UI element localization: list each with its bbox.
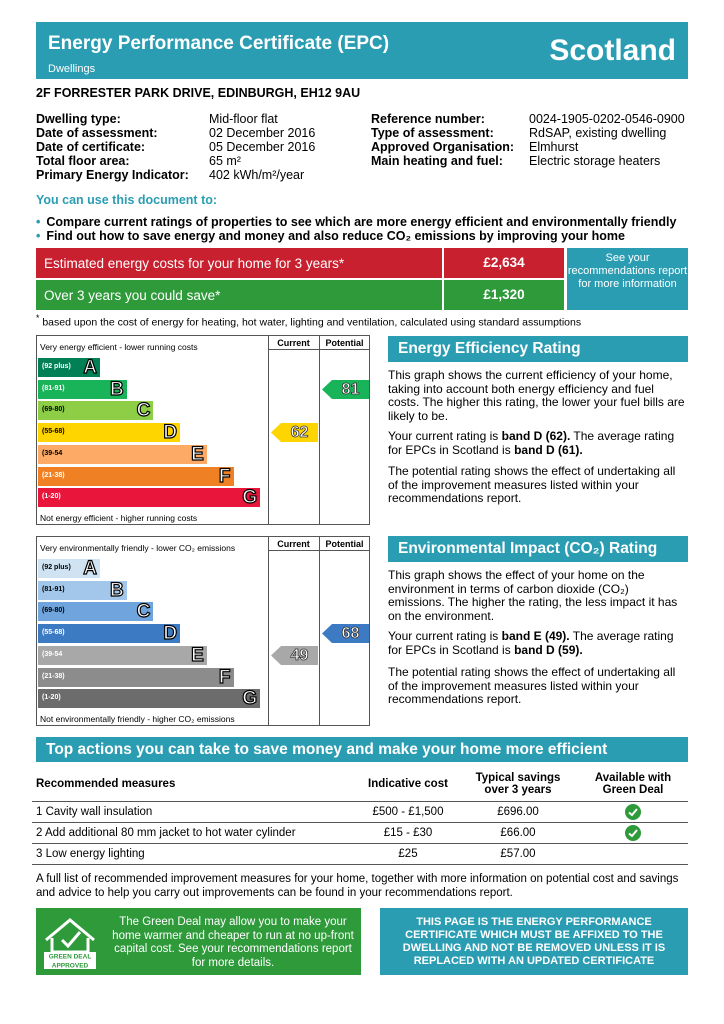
rating-band-a <box>38 358 100 377</box>
top-actions-heading: Top actions you can take to save money and make your home more efficient <box>36 737 688 762</box>
green-deal-text: The Green Deal may allow you to make your home warmer and cheaper to run at no up-front capital cost. See your recommendations report for more details. <box>112 916 354 969</box>
potential-rating-value: 81 <box>341 380 360 398</box>
measure-cell: 2 Add additional 80 mm jacket to hot water cylinder <box>32 822 358 843</box>
check-icon <box>625 825 641 841</box>
environmental-impact-heading: Environmental Impact (CO₂) Rating <box>388 536 688 562</box>
rating-band-c <box>38 602 153 621</box>
current-rating-value: 62 <box>290 424 309 442</box>
band-range-label: (1-20) <box>42 694 61 702</box>
band-range-label: (55-68) <box>42 629 65 637</box>
detail-label: Total floor area: <box>36 154 130 168</box>
band-letter: F <box>218 465 231 487</box>
estimated-costs-label: Estimated energy costs for your home for 3 years* <box>44 256 345 271</box>
cost-cell: £25 <box>358 843 458 864</box>
use-heading: You can use this document to: <box>36 193 218 207</box>
band-range-label: (39-54 <box>42 449 63 457</box>
eir-paragraph-1: This graph shows the effect of your home on the environment in terms of carbon dioxide (CO₂) emissions. The higher the rating, the less impact it has on the environment. <box>388 568 678 623</box>
detail-value: 0024-1905-0202-0546-0900 <box>529 112 685 126</box>
rating-band-b <box>38 581 127 600</box>
green-deal-box <box>36 908 361 975</box>
band-letter: G <box>242 487 258 509</box>
band-range-label: (81-91) <box>42 384 65 392</box>
footnote-text: based upon the cost of energy for heating, hot water, lighting and ventilation, calculated using standard assumptions <box>42 316 582 329</box>
rating-band-g <box>38 488 260 507</box>
band-letter: C <box>136 601 151 623</box>
savings-cell: £696.00 <box>458 801 578 822</box>
recommended-measures-table <box>32 767 688 865</box>
band-letter: D <box>163 422 178 444</box>
energy-efficiency-heading: Energy Efficiency Rating <box>388 336 688 362</box>
detail-value: 05 December 2016 <box>209 140 316 154</box>
use-bullet: • Find out how to save energy and money and also reduce CO₂ emissions by improving your home <box>36 229 625 243</box>
current-rating-value: 49 <box>290 646 309 664</box>
band-letter: G <box>242 688 258 710</box>
rating-band-d <box>38 624 180 643</box>
table-row <box>32 822 688 843</box>
band-range-label: (81-91) <box>42 585 65 593</box>
environmental-impact-graph <box>36 536 370 726</box>
country-label: Scotland <box>549 34 676 67</box>
rating-band-e <box>38 646 207 665</box>
savings-column-header: Typical savings over 3 years <box>458 767 578 801</box>
detail-label: Dwelling type: <box>36 112 121 126</box>
rating-band-a <box>38 559 100 578</box>
band-range-label: (21-38) <box>42 471 65 479</box>
detail-label: Type of assessment: <box>371 126 494 140</box>
band-letter: D <box>163 623 178 645</box>
graph-bottom-label: Not environmentally friendly - higher CO₂ emissions <box>40 714 235 724</box>
table-row <box>32 843 688 864</box>
certificate-title: Energy Performance Certificate (EPC) <box>48 33 390 54</box>
measures-column-header: Recommended measures <box>32 767 358 801</box>
detail-label: Approved Organisation: <box>371 140 515 154</box>
footnote-star: * <box>36 313 40 323</box>
rating-band-g <box>38 689 260 708</box>
detail-value: Mid-floor flat <box>209 112 278 126</box>
current-column-header: Current <box>277 539 310 549</box>
band-range-label: (21-38) <box>42 672 65 680</box>
graph-bottom-label: Not energy efficient - higher running costs <box>40 513 198 523</box>
band-range-label: (55-68) <box>42 428 65 436</box>
energy-efficiency-graph <box>36 335 370 525</box>
band-letter: F <box>218 666 231 688</box>
potential-column-header: Potential <box>325 338 364 348</box>
detail-label: Primary Energy Indicator: <box>36 168 189 182</box>
rating-band-e <box>38 445 207 464</box>
savings-bar <box>36 280 442 310</box>
band-range-label: (92 plus) <box>42 564 71 571</box>
detail-value: 65 m² <box>209 154 241 168</box>
costs-footnote <box>36 313 581 329</box>
affix-notice: THIS PAGE IS THE ENERGY PERFORMANCE CERTIFICATE WHICH MUST BE AFFIXED TO THE DWELLING AND NOT BE REMOVED UNLESS IT IS REPLACED WITH AN UPDATED CERTIFICATE <box>380 908 688 975</box>
band-letter: B <box>109 579 124 601</box>
band-range-label: (1-20) <box>42 493 61 501</box>
graph-top-label: Very energy efficient - lower running costs <box>40 342 198 352</box>
eer-paragraph-1: This graph shows the current efficiency of your home, taking into account both energy efficiency and fuel costs. The higher this rating, the lower your fuel bills are likely to be. <box>388 368 685 423</box>
band-range-label: (39-54 <box>42 650 63 658</box>
detail-value: Elmhurst <box>529 140 579 154</box>
table-header-row <box>32 767 688 801</box>
detail-label: Date of certificate: <box>36 140 146 154</box>
detail-label: Main heating and fuel: <box>371 154 503 168</box>
logo-text-line2: APPROVED <box>51 962 89 970</box>
eir-paragraph-3: The potential rating shows the effect of undertaking all of the improvement measures listed within your recommendations report. <box>388 665 676 706</box>
detail-value: 402 kWh/m²/year <box>209 168 305 182</box>
cost-cell: £15 - £30 <box>358 822 458 843</box>
band-letter: C <box>136 400 151 422</box>
green-deal-cell <box>578 801 688 822</box>
band-range-label: (69-80) <box>42 607 65 615</box>
measure-cell: 3 Low energy lighting <box>32 843 358 864</box>
cost-column-header: Indicative cost <box>358 767 458 801</box>
savings-cell: £66.00 <box>458 822 578 843</box>
potential-column-header: Potential <box>325 539 364 549</box>
band-letter: B <box>109 378 124 400</box>
rating-band-f <box>38 668 234 687</box>
green-deal-cell <box>578 843 688 864</box>
full-list-note: A full list of recommended improvement measures for your home, together with more information on potential cost and savings and advice to help you carry out improvements can be found in your recommendations report. <box>36 873 679 899</box>
logo-text-line1: GREEN DEAL <box>48 953 92 961</box>
potential-rating-value: 68 <box>341 625 360 643</box>
detail-value: RdSAP, existing dwelling <box>529 126 667 140</box>
rating-band-b <box>38 380 127 399</box>
eer-paragraph-3: The potential rating shows the effect of undertaking all of the improvement measures listed within your recommendations report. <box>388 464 676 505</box>
detail-value: Electric storage heaters <box>529 154 661 168</box>
epc-header <box>36 22 688 79</box>
eer-paragraph-2: Your current rating is band D (62). The average rating for EPCs in Scotland is band D (61). <box>388 429 675 457</box>
green-deal-cell <box>578 822 688 843</box>
band-letter: E <box>191 443 204 465</box>
table-row <box>32 801 688 822</box>
savings-cell: £57.00 <box>458 843 578 864</box>
use-bullet-text: Compare current ratings of properties to see which are more energy efficient and environmentally friendly <box>46 215 677 229</box>
measure-cell: 1 Cavity wall insulation <box>32 801 358 822</box>
band-range-label: (69-80) <box>42 406 65 414</box>
detail-label: Reference number: <box>371 112 485 126</box>
house-icon <box>40 912 100 971</box>
property-address: 2F FORRESTER PARK DRIVE, EDINBURGH, EH12 9AU <box>36 86 361 100</box>
see-recommendations-box: See your recommendations report for more information <box>567 248 688 310</box>
use-bullet-text: Find out how to save energy and money and also reduce CO₂ emissions by improving your home <box>46 229 625 243</box>
graph-top-label: Very environmentally friendly - lower CO₂ emissions <box>40 543 236 553</box>
savings-label: Over 3 years you could save* <box>44 288 221 303</box>
eir-paragraph-2: Your current rating is band E (49). The average rating for EPCs in Scotland is band D (59). <box>388 629 674 657</box>
current-column-header: Current <box>277 338 310 348</box>
detail-label: Date of assessment: <box>36 126 158 140</box>
band-range-label: (92 plus) <box>42 363 71 370</box>
green-deal-logo <box>40 912 100 971</box>
band-letter: A <box>83 558 97 579</box>
cost-cell: £500 - £1,500 <box>358 801 458 822</box>
certificate-subtitle: Dwellings <box>48 63 96 75</box>
band-letter: E <box>191 644 204 666</box>
rating-band-c <box>38 401 153 420</box>
green-deal-column-header: Available with Green Deal <box>578 767 688 801</box>
rating-band-f <box>38 467 234 486</box>
band-letter: A <box>83 357 97 378</box>
savings-value: £1,320 <box>444 280 564 310</box>
check-icon <box>625 804 641 820</box>
estimated-costs-bar <box>36 248 442 278</box>
estimated-costs-value: £2,634 <box>444 248 564 278</box>
rating-band-d <box>38 423 180 442</box>
use-bullet: • Compare current ratings of properties to see which are more energy efficient and environmentally friendly <box>36 215 677 229</box>
detail-value: 02 December 2016 <box>209 126 316 140</box>
